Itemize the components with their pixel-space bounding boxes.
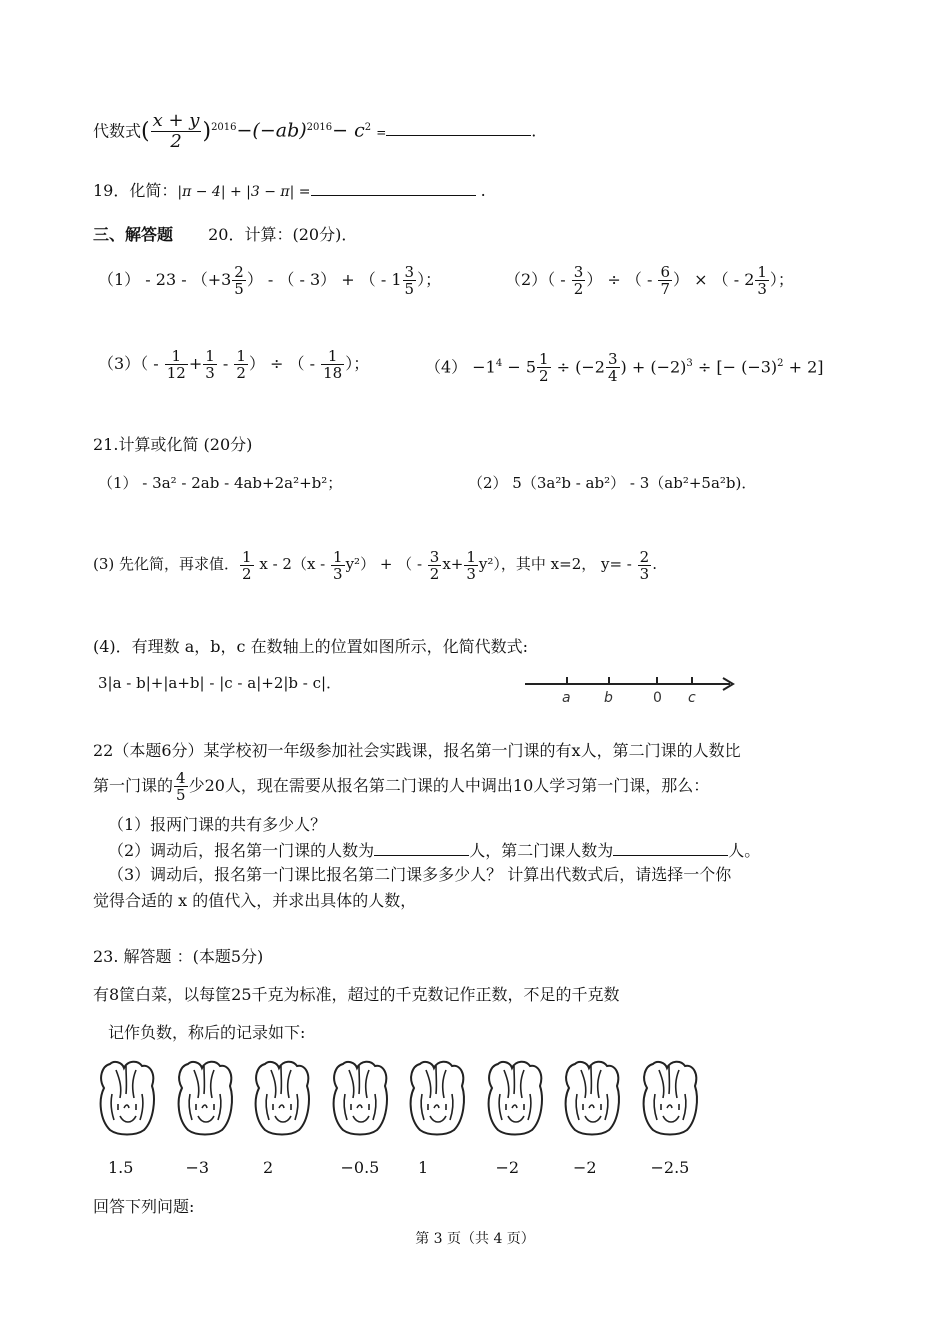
section3-heading [93, 224, 357, 246]
weight-value: −0.5 [340, 1158, 380, 1177]
q19-answer-blank[interactable] [311, 181, 476, 196]
q22-line2: 第一门课的 $\frac{4}{5}$ 少20人，现在需要从报名第二门课的人中调出10人学习第一门课，那么： [93, 769, 710, 804]
q22-part3b: 觉得合适的 x 的值代入，并求出具体的人数， [93, 891, 417, 910]
q22-part2: （2）调动后，报名第一门课的人数为 人，第二门课人数为 人。 [108, 841, 761, 860]
q21-1: （1） - 3a² - 2ab - 4ab+2a²+b²； [98, 474, 343, 492]
q21-2: （2） 5（3a²b - ab²） - 3（ab²+5a²b)． [468, 474, 757, 492]
q18-prefix: 代数式 [93, 121, 142, 141]
weight-value: 1 [418, 1158, 429, 1177]
cabbage-icon [251, 1058, 313, 1136]
q18-frac: $\frac{x + y}{2}$ [152, 110, 200, 153]
cabbage-icon [329, 1058, 391, 1136]
q20-3: （3）（ - $\frac{1}{12}$ + $\frac{1}{3}$ - $\frac{1}{2}$ ） ÷ （ - $\frac{1}{18}$ ）； [98, 347, 370, 382]
label-c: c [688, 690, 696, 706]
weight-value: −2 [573, 1158, 597, 1177]
weight-value: −3 [185, 1158, 210, 1177]
cabbage-row [96, 1058, 736, 1138]
q20-4: $(4) -1^4 - 5$ $\frac{1}{2}$ ÷ (−2 $\frac{3}{4}$ ) + $(-2)^3$ ÷ [− $(-3)^2 + 2$] [425, 350, 824, 386]
number-line-figure [525, 672, 745, 706]
section-title: 三、解答题 [93, 225, 174, 244]
weight-value: 2 [263, 1158, 274, 1177]
label-0: 0 [653, 690, 662, 706]
q23-line2: 记作负数，称后的记录如下: [108, 1023, 306, 1042]
cabbage-icon [484, 1058, 546, 1136]
q23-answer-prompt: 回答下列问题: [93, 1197, 195, 1216]
q22-blank-2[interactable] [613, 841, 728, 856]
weight-value: −2.5 [650, 1158, 690, 1177]
label-b: b [604, 690, 613, 706]
weight-value: −2 [495, 1158, 520, 1177]
q19-expression: |π − 4| + |3 − π| = [177, 184, 311, 200]
page-footer: 第 3 页（共 4 页） [415, 1231, 535, 1247]
weight-value: 1.5 [108, 1158, 134, 1177]
q21-4-line1: (4)．有理数 a，b，c 在数轴上的位置如图所示，化简代数式: [93, 637, 528, 656]
q21-3: (3) 先化简，再求值． $\frac{1}{2}$ x - 2（x - $\frac{1}{3}$ y²） + （ - $\frac{3}{2}$ x+ $\frac{1}{3}$ y²），其中 x=2， y= - $\frac{2}{3}$ . [93, 547, 657, 583]
q19-label: 19．化简： [93, 181, 178, 200]
q22-line1: 22（本题6分）某学校初一年级参加社会实践课，报名第一门课的有x人，第二门课的人数比 [93, 741, 741, 760]
q21-title: 21.计算或化简 (20分) [93, 435, 253, 454]
q18-answer-blank[interactable] [386, 121, 531, 136]
q22-blank-1[interactable] [374, 841, 469, 856]
q22-part1: （1）报两门课的共有多少人？ [108, 815, 327, 834]
q20-title: 20．计算：(20分)． [208, 225, 358, 244]
q19-line: 19．化简：|π − 4| + |3 − π| = . [93, 181, 486, 200]
q20-1: （1） - 23 - （+3 $\frac{2}{5}$ ） - （ - 3） + （ - 1 $\frac{3}{5}$ ）； [98, 263, 442, 298]
weights-row [96, 1158, 776, 1180]
cabbage-icon [174, 1058, 236, 1136]
q22-part3a: （3）调动后，报名第一门课比报名第二门课多多少人？ 计算出代数式后，请选择一个你 [108, 865, 732, 884]
cabbage-icon [406, 1058, 468, 1136]
q18-line: 代数式( $\frac{x + y}{2}$ )$^{2016}-(-ab)^{2016}- c^2$ = . [93, 110, 537, 153]
q20-2: （2）（ - $\frac{3}{2}$ ） ÷ （ - $\frac{6}{7}$ ） × （ - 2 $\frac{1}{3}$ ）； [505, 263, 794, 298]
q23-line1: 有8筐白菜，以每筐25千克为标准，超过的千克数记作正数，不足的千克数 [93, 985, 620, 1004]
cabbage-icon [96, 1058, 158, 1136]
q23-title: 23. 解答题 ：(本题5分) [93, 947, 264, 966]
cabbage-icon [639, 1058, 701, 1136]
cabbage-icon [561, 1058, 623, 1136]
label-a: a [562, 690, 571, 706]
q21-4-line2: 3|a - b|+|a+b| - |c - a|+2|b - c|． [98, 674, 342, 692]
